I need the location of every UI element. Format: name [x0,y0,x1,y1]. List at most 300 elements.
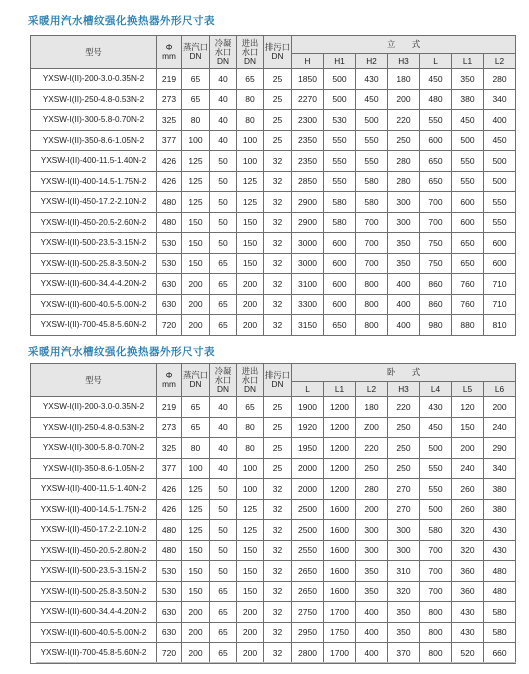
header-dim-h3: H3 [388,382,420,397]
table-row [31,315,516,336]
header-dim-l2: L2 [356,382,388,397]
value-cell: 2350 [292,151,324,172]
value-cell: 426 [157,151,182,172]
value-cell: 860 [420,294,452,315]
value-cell: 550 [356,151,388,172]
header-drain: 排污口 DN [264,364,292,397]
value-cell: 700 [420,540,452,561]
value-cell: 426 [157,171,182,192]
value-cell: 340 [484,458,516,479]
value-cell: 350 [356,581,388,602]
value-cell: 500 [484,171,516,192]
value-cell: 300 [388,540,420,561]
header-model: 型号 [31,36,157,69]
model-cell: YXSW-I(II)-350-8.6-1.05N-2 [31,458,157,479]
value-cell: 50 [210,233,237,254]
value-cell: 40 [210,458,237,479]
value-cell: 32 [264,581,292,602]
model-cell: YXSW-I(II)-200-3.0-0.35N-2 [31,69,157,90]
value-cell: 2800 [292,643,324,664]
value-cell: 380 [484,479,516,500]
value-cell: 200 [182,643,210,664]
value-cell: 1200 [324,458,356,479]
value-cell: 600 [484,233,516,254]
header-dim-h3: H3 [388,54,420,69]
value-cell: 500 [324,69,356,90]
value-cell: 200 [182,602,210,623]
value-cell: 250 [356,458,388,479]
value-cell: 32 [264,622,292,643]
value-cell: 270 [388,479,420,500]
table-row [31,274,516,295]
value-cell: 3150 [292,315,324,336]
value-cell: 480 [157,540,182,561]
value-cell: 800 [356,315,388,336]
header-diameter: Φ mm [157,36,182,69]
value-cell: 1600 [324,499,356,520]
value-cell: 530 [157,561,182,582]
value-cell: 500 [452,130,484,151]
value-cell: 65 [237,397,264,418]
value-cell: 32 [264,499,292,520]
value-cell: 450 [356,89,388,110]
header-dim-l2: L2 [484,54,516,69]
value-cell: 80 [182,438,210,459]
value-cell: 150 [182,561,210,582]
value-cell: 600 [420,130,452,151]
value-cell: 219 [157,69,182,90]
value-cell: 1200 [324,417,356,438]
header-dim-l: L [420,54,452,69]
value-cell: 430 [484,520,516,541]
value-cell: 300 [356,520,388,541]
value-cell: 3000 [292,233,324,254]
table-row [31,643,516,664]
header-dim-h2: H2 [356,54,388,69]
value-cell: 1920 [292,417,324,438]
value-cell: 480 [484,561,516,582]
value-cell: 32 [264,151,292,172]
value-cell: 500 [356,110,388,131]
table-row [31,561,516,582]
value-cell: 400 [356,602,388,623]
value-cell: 2500 [292,499,324,520]
value-cell: 2950 [292,622,324,643]
value-cell: 220 [356,438,388,459]
value-cell: 80 [182,110,210,131]
value-cell: 720 [157,643,182,664]
value-cell: 370 [388,643,420,664]
value-cell: 80 [237,110,264,131]
value-cell: 125 [237,520,264,541]
value-cell: 200 [182,274,210,295]
value-cell: 1850 [292,69,324,90]
value-cell: 240 [484,417,516,438]
model-cell: YXSW-I(II)-600-34.4-4.20N-2 [31,602,157,623]
model-cell: YXSW-I(II)-450-17.2-2.10N-2 [31,192,157,213]
table-row [31,110,516,131]
value-cell: 550 [420,110,452,131]
value-cell: 1600 [324,561,356,582]
header-water-inout: 进出 水口 DN [237,36,264,69]
value-cell: 400 [388,294,420,315]
value-cell: 250 [388,458,420,479]
value-cell: 650 [420,151,452,172]
value-cell: 50 [210,540,237,561]
value-cell: 450 [420,69,452,90]
value-cell: 480 [157,520,182,541]
value-cell: 200 [237,294,264,315]
value-cell: 360 [452,561,484,582]
value-cell: 2650 [292,581,324,602]
value-cell: 450 [420,417,452,438]
value-cell: 480 [157,192,182,213]
value-cell: 32 [264,171,292,192]
header-dim-l1: L1 [452,54,484,69]
value-cell: 880 [452,315,484,336]
table-row [31,294,516,315]
value-cell: 40 [210,89,237,110]
value-cell: 32 [264,520,292,541]
model-cell: YXSW-I(II)-250-4.8-0.53N-2 [31,417,157,438]
model-cell: YXSW-I(II)-500-23.5-3.15N-2 [31,233,157,254]
value-cell: 125 [182,499,210,520]
value-cell: 430 [484,540,516,561]
model-cell: YXSW-I(II)-400-14.5-1.75N-2 [31,171,157,192]
value-cell: 2550 [292,540,324,561]
header-group-vertical: 立 式 [292,36,516,54]
table-row [31,602,516,623]
value-cell: 32 [264,233,292,254]
value-cell: 700 [356,253,388,274]
value-cell: 25 [264,458,292,479]
value-cell: 3000 [292,253,324,274]
value-cell: 150 [237,540,264,561]
table-row [31,438,516,459]
value-cell: 800 [420,643,452,664]
value-cell: 650 [452,253,484,274]
value-cell: 200 [388,89,420,110]
value-cell: 350 [388,233,420,254]
value-cell: 1900 [292,397,324,418]
value-cell: 125 [182,479,210,500]
value-cell: 450 [484,130,516,151]
value-cell: 400 [356,643,388,664]
value-cell: 1200 [324,479,356,500]
value-cell: 600 [452,212,484,233]
value-cell: 300 [388,192,420,213]
value-cell: 32 [264,253,292,274]
value-cell: 800 [356,294,388,315]
table-row [31,253,516,274]
value-cell: 550 [324,151,356,172]
value-cell: 40 [210,69,237,90]
value-cell: 550 [484,212,516,233]
value-cell: 700 [420,581,452,602]
header-dim-l: L [292,382,324,397]
header-water-inout: 进出 水口 DN [237,364,264,397]
value-cell: 1950 [292,438,324,459]
value-cell: 700 [420,212,452,233]
value-cell: 150 [182,581,210,602]
value-cell: 550 [452,151,484,172]
value-cell: 700 [420,561,452,582]
value-cell: 350 [388,253,420,274]
value-cell: 480 [157,212,182,233]
table-row [31,520,516,541]
value-cell: 40 [210,110,237,131]
value-cell: 65 [210,294,237,315]
value-cell: 450 [452,110,484,131]
value-cell: 125 [182,151,210,172]
value-cell: 580 [324,192,356,213]
value-cell: 40 [210,397,237,418]
value-cell: 200 [182,315,210,336]
value-cell: 710 [484,274,516,295]
model-cell: YXSW-I(II)-400-14.5-1.75N-2 [31,499,157,520]
table-row [31,540,516,561]
value-cell: 65 [210,253,237,274]
table-row [31,479,516,500]
value-cell: 220 [388,110,420,131]
model-cell: YXSW-I(II)-200-3.0-0.35N-2 [31,397,157,418]
value-cell: 32 [264,561,292,582]
value-cell: 3100 [292,274,324,295]
value-cell: 1700 [324,643,356,664]
value-cell: 150 [237,581,264,602]
value-cell: 65 [182,397,210,418]
value-cell: 150 [452,417,484,438]
value-cell: 520 [452,643,484,664]
value-cell: 325 [157,110,182,131]
header-condensate-outlet: 冷凝 水口 DN [210,364,237,397]
value-cell: 800 [420,622,452,643]
value-cell: 480 [484,581,516,602]
value-cell: 580 [420,520,452,541]
value-cell: 150 [182,253,210,274]
vertical-dimensions-table [30,35,516,336]
value-cell: 650 [452,233,484,254]
value-cell: 40 [210,130,237,151]
value-cell: 200 [237,274,264,295]
value-cell: 150 [237,561,264,582]
model-cell: YXSW-I(II)-500-25.8-3.50N-2 [31,581,157,602]
value-cell: 426 [157,479,182,500]
value-cell: 25 [264,69,292,90]
value-cell: 2350 [292,130,324,151]
value-cell: 2500 [292,520,324,541]
value-cell: 380 [452,89,484,110]
header-group-horizontal: 卧 式 [292,364,516,382]
header-drain: 排污口 DN [264,36,292,69]
value-cell: 1750 [324,622,356,643]
value-cell: 2650 [292,561,324,582]
value-cell: 240 [452,458,484,479]
value-cell: 260 [452,499,484,520]
model-cell: YXSW-I(II)-400-11.5-1.40N-2 [31,151,157,172]
header-dim-h: H [292,54,324,69]
value-cell: 125 [182,192,210,213]
value-cell: 1200 [324,438,356,459]
value-cell: 650 [324,315,356,336]
value-cell: 630 [157,622,182,643]
table-row [31,458,516,479]
model-cell: YXSW-I(II)-600-40.5-5.00N-2 [31,294,157,315]
value-cell: 630 [157,602,182,623]
value-cell: 280 [388,171,420,192]
value-cell: 250 [388,417,420,438]
value-cell: 430 [452,602,484,623]
value-cell: 1600 [324,540,356,561]
value-cell: 100 [237,151,264,172]
value-cell: 2850 [292,171,324,192]
table-row [31,397,516,418]
value-cell: 325 [157,438,182,459]
value-cell: 3300 [292,294,324,315]
value-cell: 50 [210,479,237,500]
value-cell: 800 [420,602,452,623]
value-cell: 25 [264,110,292,131]
model-cell: YXSW-I(II)-300-5.8-0.70N-2 [31,110,157,131]
value-cell: 500 [484,151,516,172]
model-cell: YXSW-I(II)-500-25.8-3.50N-2 [31,253,157,274]
value-cell: 500 [420,499,452,520]
value-cell: 220 [388,397,420,418]
value-cell: 125 [237,171,264,192]
value-cell: 630 [157,294,182,315]
value-cell: 80 [237,417,264,438]
value-cell: 32 [264,315,292,336]
value-cell: 300 [356,540,388,561]
value-cell: 32 [264,479,292,500]
value-cell: 250 [388,130,420,151]
value-cell: 200 [182,622,210,643]
value-cell: 100 [182,130,210,151]
value-cell: 377 [157,458,182,479]
value-cell: 65 [210,581,237,602]
value-cell: 550 [452,171,484,192]
value-cell: 426 [157,499,182,520]
value-cell: 40 [210,438,237,459]
value-cell: 280 [356,479,388,500]
value-cell: 200 [237,315,264,336]
value-cell: 150 [182,233,210,254]
table-row [31,151,516,172]
value-cell: 200 [452,438,484,459]
value-cell: 350 [452,69,484,90]
value-cell: 720 [157,315,182,336]
value-cell: 80 [237,438,264,459]
value-cell: 280 [484,69,516,90]
value-cell: 430 [356,69,388,90]
value-cell: 550 [484,192,516,213]
value-cell: 600 [452,192,484,213]
model-cell: YXSW-I(II)-400-11.5-1.40N-2 [31,479,157,500]
model-cell: YXSW-I(II)-500-23.5-3.15N-2 [31,561,157,582]
value-cell: 25 [264,130,292,151]
value-cell: 320 [388,581,420,602]
value-cell: 350 [388,602,420,623]
value-cell: 2270 [292,89,324,110]
value-cell: 600 [324,274,356,295]
table-row [31,212,516,233]
value-cell: 980 [420,315,452,336]
value-cell: 660 [484,643,516,664]
value-cell: 273 [157,417,182,438]
value-cell: 32 [264,602,292,623]
value-cell: 65 [210,602,237,623]
value-cell: 100 [237,458,264,479]
table-row [31,69,516,90]
value-cell: 300 [388,212,420,233]
value-cell: 125 [182,171,210,192]
value-cell: 65 [182,69,210,90]
value-cell: 125 [182,520,210,541]
value-cell: 600 [324,253,356,274]
value-cell: 50 [210,171,237,192]
value-cell: 25 [264,438,292,459]
value-cell: 200 [182,294,210,315]
value-cell: 50 [210,499,237,520]
value-cell: 2000 [292,479,324,500]
value-cell: 32 [264,643,292,664]
table-row [31,192,516,213]
value-cell: 100 [182,458,210,479]
value-cell: 350 [388,622,420,643]
value-cell: 310 [388,561,420,582]
value-cell: 2900 [292,212,324,233]
model-cell: YXSW-I(II)-600-34.4-4.20N-2 [31,274,157,295]
table-row [31,417,516,438]
value-cell: 550 [420,458,452,479]
model-cell: YXSW-I(II)-350-8.6-1.05N-2 [31,130,157,151]
value-cell: 630 [157,274,182,295]
value-cell: 377 [157,130,182,151]
value-cell: 200 [356,499,388,520]
value-cell: 700 [420,192,452,213]
value-cell: 65 [237,69,264,90]
value-cell: 50 [210,561,237,582]
value-cell: 320 [452,520,484,541]
value-cell: 200 [484,397,516,418]
value-cell: 2300 [292,110,324,131]
value-cell: 1200 [324,397,356,418]
value-cell: 180 [388,69,420,90]
table-row [31,581,516,602]
value-cell: 750 [420,253,452,274]
value-cell: 32 [264,274,292,295]
header-dim-l4: L4 [420,382,452,397]
model-cell: YXSW-I(II)-250-4.8-0.53N-2 [31,89,157,110]
value-cell: 150 [237,212,264,233]
value-cell: 430 [452,622,484,643]
value-cell: 50 [210,520,237,541]
model-cell: YXSW-I(II)-600-40.5-5.00N-2 [31,622,157,643]
header-steam-inlet: 蒸汽口 DN [182,36,210,69]
header-model: 型号 [31,364,157,397]
value-cell: 125 [237,192,264,213]
value-cell: 600 [324,233,356,254]
value-cell: 550 [324,171,356,192]
table-row [31,130,516,151]
value-cell: 2900 [292,192,324,213]
value-cell: 580 [484,622,516,643]
value-cell: 32 [264,294,292,315]
table-row [31,233,516,254]
bottom-divider [36,662,516,663]
model-cell: YXSW-I(II)-450-17.2-2.10N-2 [31,520,157,541]
value-cell: 530 [157,233,182,254]
